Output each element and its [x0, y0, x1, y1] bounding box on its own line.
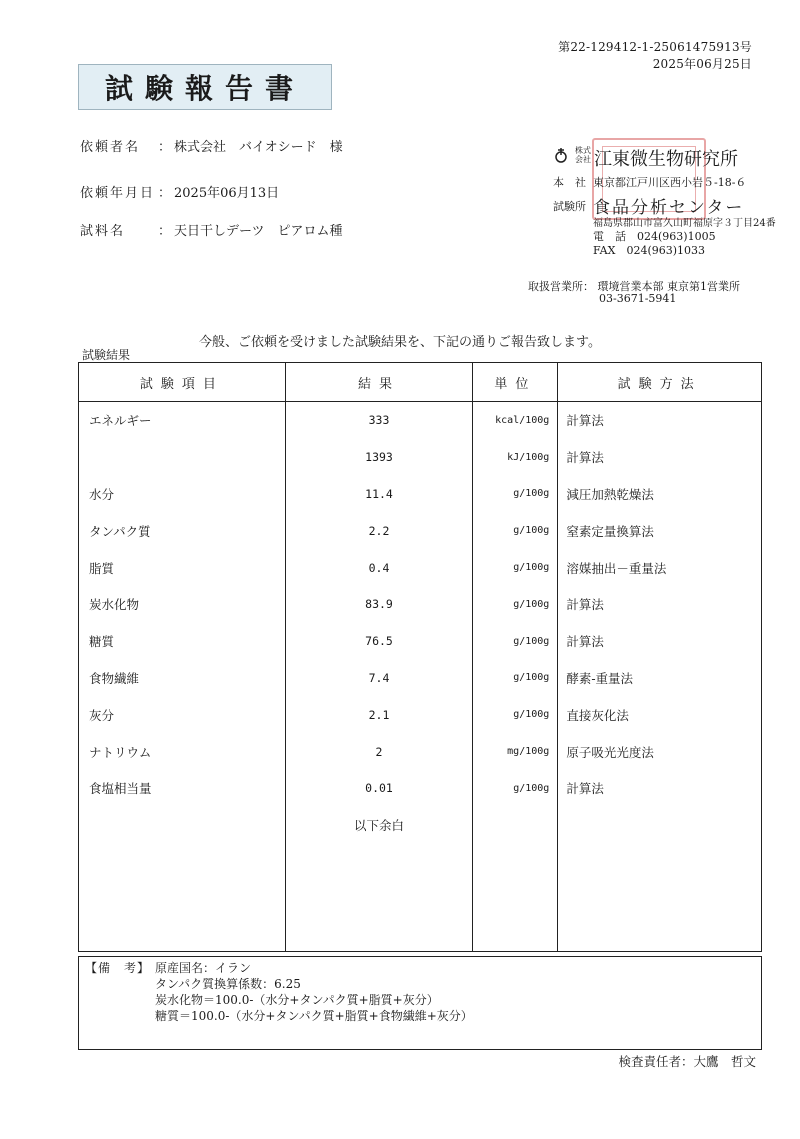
sales-office-label: 取扱営業所： [528, 280, 594, 293]
lab-site-label: 試験所 [553, 200, 586, 213]
hq-row [553, 174, 746, 190]
center-name: 食品分析センター [593, 198, 745, 218]
table-row: 1393 kJ/100g 計算法 [79, 439, 762, 476]
table-row: ナトリウム 2 mg/100g 原子吸光光度法 [79, 733, 762, 770]
remarks-line: 炭水化物＝100.0-（水分+タンパク質+脂質+灰分） [155, 993, 439, 1007]
remarks-line: タンパク質換算係数：6.25 [155, 977, 301, 991]
request-date-label: 依頼年月日 [80, 186, 156, 201]
hq-label: 本 社 [553, 176, 586, 189]
remarks-label: 【備 考】 [85, 961, 151, 975]
center-tel: 電 話 024(963)1005 [593, 230, 716, 243]
table-header-row [79, 363, 762, 402]
table-row: 食塩相当量 0.01 g/100g 計算法 [79, 770, 762, 807]
center-fax: FAX 024(963)1033 [593, 244, 706, 257]
results-section-label: 試験結果 [82, 348, 131, 362]
document-number: 第22-129412-1-25061475913号 [558, 40, 752, 54]
remarks-line: 原産国名：イラン [155, 961, 252, 975]
lab-prefix: 株式会社 [575, 146, 591, 164]
sample-row: 試料名 ： 天日干しデーツ ピアロム種 [80, 220, 342, 239]
remarks-line: 糖質＝100.0-（水分+タンパク質+脂質+食物繊維+灰分） [155, 1009, 473, 1023]
table-row: エネルギー 333 kcal/100g 計算法 [79, 402, 762, 439]
client-value: 株式会社 バイオシード 様 [174, 140, 343, 155]
results-table [78, 362, 762, 952]
table-row: 水分 11.4 g/100g 減圧加熱乾燥法 [79, 476, 762, 513]
header-test-item: 試験項目 [79, 363, 286, 402]
sample-value: 天日干しデーツ ピアロム種 [174, 224, 343, 239]
remarks-box [78, 956, 762, 1050]
table-row [79, 807, 762, 844]
table-row: 脂質 0.4 g/100g 溶媒抽出－重量法 [79, 549, 762, 586]
hq-address: 東京都江戸川区西小岩５-18-６ [593, 176, 747, 189]
header-method: 試験方法 [558, 363, 762, 402]
sales-office-phone: 03-3671-5941 [599, 292, 677, 305]
table-row: 食物繊維 7.4 g/100g 酵素-重量法 [79, 660, 762, 697]
table-filler-row [79, 844, 762, 952]
center-address: 福島県郡山市富久山町福原字３丁目24番 [593, 218, 776, 229]
sales-office-name: 環境営業本部 東京第1営業所 [597, 280, 740, 293]
end-note: 以下余白 [285, 807, 473, 844]
request-date-row: 依頼年月日 ： 2025年06月13日 [80, 182, 279, 201]
intro-text: 今般、ご依頼を受けました試験結果を、下記の通りご報告致します。 [199, 335, 601, 350]
lab-name: 江東微生物研究所 [594, 149, 738, 170]
sample-label: 試料名 [80, 224, 126, 239]
report-title: 試験報告書 [78, 64, 332, 110]
header-result: 結果 [285, 363, 473, 402]
table-row: 糖質 76.5 g/100g 計算法 [79, 623, 762, 660]
header-unit: 単位 [473, 363, 558, 402]
table-row: 灰分 2.1 g/100g 直接灰化法 [79, 696, 762, 733]
lab-logo-icon [553, 146, 573, 164]
table-row: タンパク質 2.2 g/100g 窒素定量換算法 [79, 512, 762, 549]
inspector-signature: 検査責任者：大鷹 哲文 [618, 1054, 756, 1069]
remarks-lines [155, 960, 473, 1024]
issue-date: 2025年06月25日 [652, 57, 752, 71]
table-row: 炭水化物 83.9 g/100g 計算法 [79, 586, 762, 623]
request-date-value: 2025年06月13日 [174, 186, 280, 201]
client-label: 依頼者名 [80, 140, 141, 155]
client-row: 依頼者名 ： 株式会社 バイオシード 様 [80, 136, 343, 155]
